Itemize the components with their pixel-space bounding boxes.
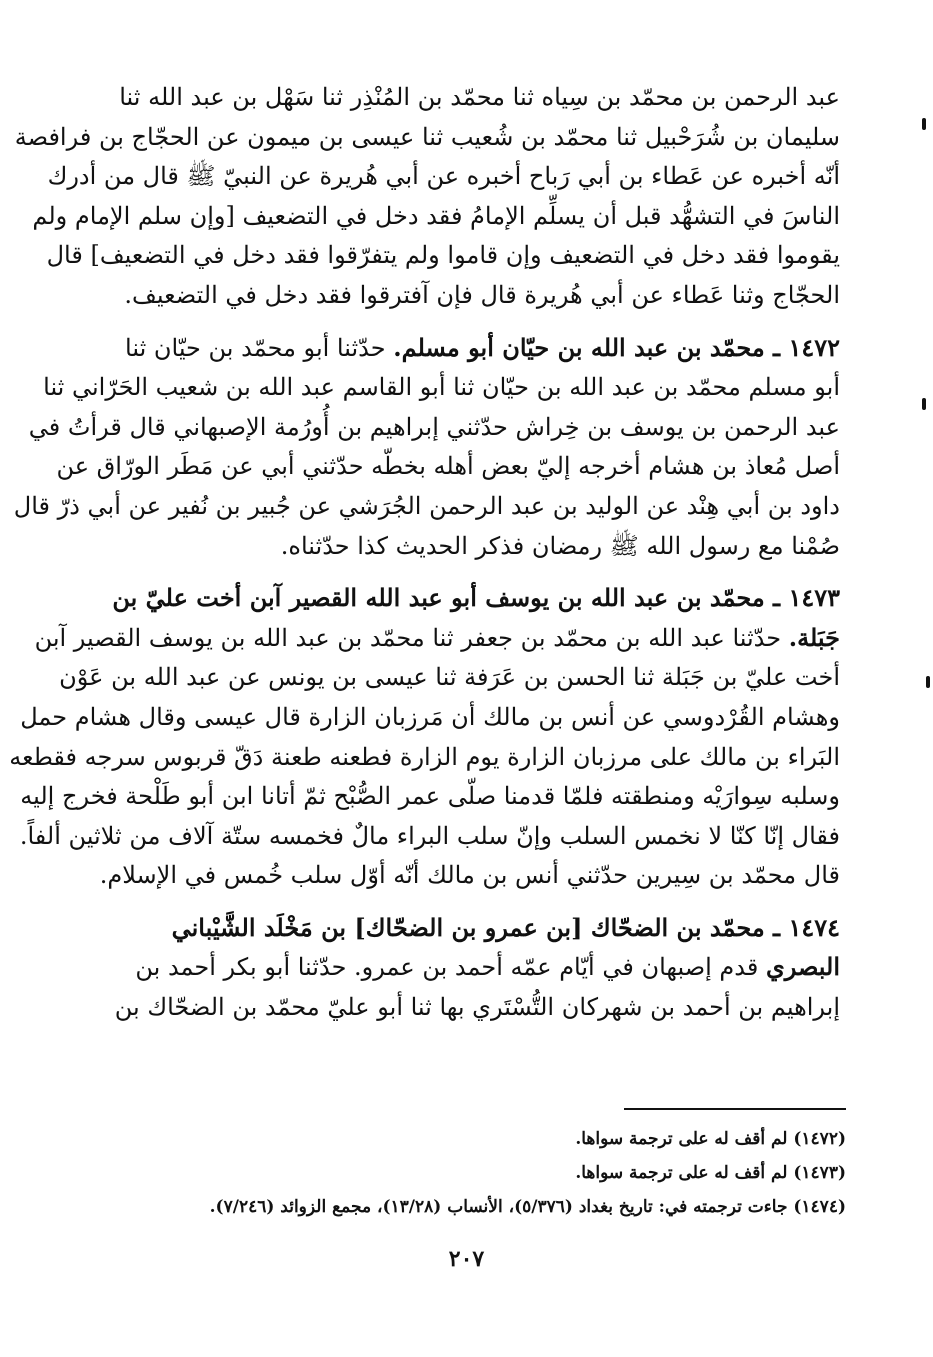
text-line: صُمْنا مع رسول الله ﷺ رمضان فذكر الحديث كذا حدّثناه. — [280, 531, 840, 560]
footnote: (١٤٧٢) لم أقف له على ترجمة سواها. — [575, 1129, 846, 1149]
entry-second-line — [34, 618, 840, 659]
entry-heading-tail: قدم إصبهان في أيّام عمّه أحمد بن عمرو. حدّثنا أبو بكر أحمد بن — [135, 953, 759, 982]
entry-heading-cont: البصري — [765, 952, 840, 982]
entry-heading: ١٤٧٣ ـ محمّد بن عبد الله بن يوسف أبو عبد الله القصير آبن أخت عليّ بن — [112, 583, 840, 613]
text-line: أنّه أخبره عن عَطاء بن أبي رَباح أخبره عن أبي هُريرة عن النبيّ ﷺ قال من أدرك — [47, 162, 840, 191]
text-line: عبد الرحمن بن يوسف بن خِراش حدّثني إبراهيم بن أُورُمة الإصبهاني قال قرأتُ في — [28, 412, 840, 441]
text-line: أبو مسلم محمّد بن عبد الله بن حيّان ثنا أبو القاسم عبد الله بن شعيب الحَرّاني ثنا — [43, 373, 840, 402]
text-line: الحجّاج وثنا عَطاء عن أبي هُريرة قال فإن آفترقوا فقد دخل في التضعيف. — [124, 280, 840, 309]
entry-1474 — [108, 908, 840, 1028]
text-line: سليمان بن شُرَحْبيل ثنا محمّد بن شُعيب ثنا عيسى بن ميمون عن الحجّاج بن فرافصة — [14, 122, 840, 151]
entry-heading-tail: حدّثنا عبد الله بن محمّد بن جعفر ثنا محمّد بن عبد الله بن يوسف القصير آبن — [34, 623, 782, 652]
entry-first-line — [108, 328, 840, 369]
margin-scan-mark — [922, 398, 926, 410]
text-line: فقال إنّا كنّا لا نخمس السلب وإنّ سلب البراء مالٌ فخمسه ستّة آلاف من ثلاثين ألفاً. — [19, 821, 840, 850]
page-number: ٢٠٧ — [448, 1246, 485, 1272]
entry-heading: ١٤٧٢ ـ محمّد بن عبد الله بن حيّان أبو مسلم. — [393, 332, 840, 362]
entry-heading-cont: جَبَلة. — [788, 622, 840, 652]
text-line: يقوموا فقد دخل في التضعيف وإن قاموا ولم يتفرّقوا فقد دخل في التضعيف] قال — [46, 241, 840, 270]
margin-scan-mark — [922, 118, 926, 130]
text-line: عبد الرحمن بن محمّد بن سِياه ثنا محمّد بن المُنْذِر ثنا سَهْل بن عبد الله ثنا — [119, 83, 840, 111]
text-line: أخت عليّ بن جَبَلة ثنا الحسن بن عَرَفة ثنا عيسى بن يونس عن عبد الله بن عَوْن — [59, 663, 840, 692]
text-line: وسلبه سِوارَيْه ومنطقته فلمّا قدمنا صلّى عمر الصُّبْح ثمّ أتانا ابن أبو طَلْحة فخرج إليه — [20, 782, 840, 811]
entry-1472 — [13, 328, 840, 567]
entry-continuation — [14, 78, 840, 316]
text-line: البَراء بن مالك على مرزبان الزارة يوم الزارة فطعنه طعنة دَقّ قربوس سرجه فقطعه — [9, 742, 840, 771]
text-line: إبراهيم بن أحمد بن شهركان التُّسْتَري بها ثنا أبو عليّ محمّد بن الضحّاك بن — [114, 993, 840, 1022]
text-line: الناسَ في التشهُّد قبل أن يسلِّم الإمامُ فقد دخل في التضعيف [وإن سلم الإمام ولم — [32, 201, 840, 230]
footnotes — [108, 1122, 846, 1224]
text-line: داود بن أبي هِنْد عن الوليد بن عبد الرحمن الجُرَشي عن جُبير بن نُفير عن أبي ذرّ قال — [13, 491, 840, 520]
text-line: أصل مُعاذ بن هشام أخرجه إليّ بعض أهله بخطّه حدّثني أبي عن مَطَر الورّاق عن — [56, 452, 840, 481]
entry-heading-tail: حدّثنا أبو محمّد بن حيّان ثنا — [125, 333, 386, 362]
text-line: وهشام القُرْدوسي عن أنس بن مالك أن مَرزبان الزارة قال عيسى وقال هشام حمل — [20, 702, 840, 731]
footnote-divider — [624, 1108, 846, 1110]
margin-scan-mark — [926, 676, 930, 688]
entry-second-line — [108, 947, 840, 988]
main-text-block — [9, 78, 840, 1028]
entry-heading: ١٤٧٤ ـ محمّد بن الضحّاك [بن عمرو بن الضحّاك] بن مَخْلَد الشَّيْباني — [171, 912, 840, 942]
text-line: قال محمّد بن سِيرين حدّثني أنس بن مالك أنّه أوّل سلب خُمس في الإسلام. — [99, 861, 840, 890]
footnote: (١٤٧٤) جاءت ترجمته في: تاريخ بغداد (٥/٣٧٦)، الأنساب (١٣/٢٨)، مجمع الزوائد (٧/٢٤٦). — [209, 1197, 846, 1217]
entry-1473 — [9, 578, 840, 896]
footnote: (١٤٧٣) لم أقف له على ترجمة سواها. — [575, 1163, 846, 1183]
